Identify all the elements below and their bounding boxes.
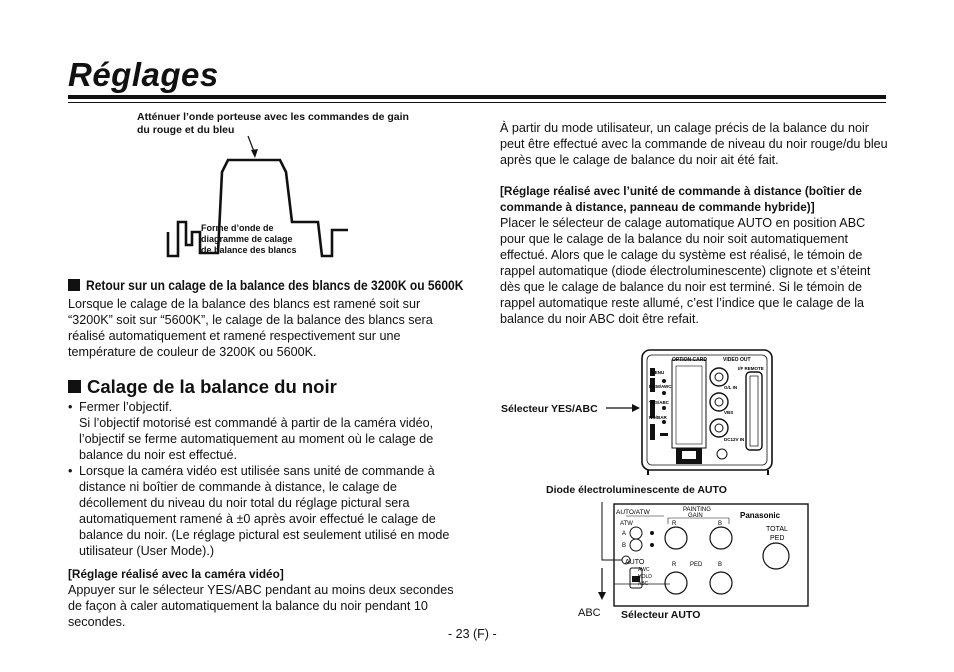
right-intro: À partir du mode utilisateur, un calage précis de la balance du noir peut être effectué avec la commande de niveau du noir rouge/du bleu après que le calage de balance du noir ait été fait. — [500, 121, 888, 167]
awc-label: AWC — [638, 567, 650, 573]
page-title: Réglages — [68, 56, 219, 93]
list-item: • Lorsque la caméra vidéo est utilisée sans unité de commande à distance ni boîtier de commande à distance, le calage de décollement du niveau du noir total du réglage pictural sera automatiquement ramené à ±0 après avoir effectué le calage de balance du noir. (Le réglage pictural est seulement utilisé en mode utilisateur (User Mode).) — [68, 463, 460, 559]
page-number: - 23 (F) - — [448, 627, 497, 641]
abc-small-label: ABC — [638, 581, 649, 587]
ped-label: PED — [690, 562, 703, 568]
painting-label: PAINTING — [683, 507, 711, 513]
vbs-label: VBS — [724, 410, 734, 415]
no-bar-label: NO/BAR — [649, 415, 667, 420]
dc-in-label: DC12V IN — [724, 437, 745, 442]
g-l-in-label: G/L IN — [724, 385, 738, 390]
wb-return-body: Lorsque le calage de la balance des blancs est ramené soit sur “3200K” soit sur “5600K”, le calage de la balance des blancs sera réalisé automatiquement et ramené respectivement sur une température de couleur de 3200K ou 5600K. — [68, 297, 433, 359]
video-out-label: VIDEO OUT — [723, 357, 751, 363]
remote-setting-body: Placer le sélecteur de calage automatique AUTO en position ABC pour que le calage de la balance du noir soit automatiquement effectué. Alors que le calage du système est réalisé, le témoin de rappel automatique (diode électroluminescente) clignote et s’éteint dès que le calage de balance du noir est terminé. Si le témoin de rappel automatique reste allumé, c’est l’indice que le calage de la balance du noir ABC doit être refait. — [500, 216, 871, 326]
square-bullet-icon — [68, 279, 80, 291]
square-bullet-icon — [68, 380, 81, 393]
r-ped-label: R — [672, 562, 677, 568]
auto-led-callout: Diode électroluminescente de AUTO — [546, 484, 727, 496]
yes-abc-label: YES/ABC — [649, 400, 670, 405]
auto-selector-callout: Sélecteur AUTO — [621, 609, 701, 621]
camera-setting-heading: [Réglage réalisé avec la caméra vidéo] — [68, 567, 284, 581]
atw-label: ATW — [620, 521, 633, 527]
b-label: B — [622, 543, 627, 549]
wb-return-heading: Retour sur un calage de la balance des blancs de 3200K ou 5600K — [68, 277, 525, 295]
total-ped-label: PED — [770, 535, 785, 542]
total-label: TOTAL — [766, 526, 788, 533]
remote-label: I/F REMOTE — [738, 366, 764, 371]
hold-label: HOLD — [638, 574, 652, 580]
option-card-label: OPTION CARD — [672, 357, 707, 363]
b-gain-label: B — [718, 521, 723, 527]
waveform-inner-label: Forme d’onde de diagramme de calage de balance des blancs — [201, 223, 297, 255]
abc-label: ABC — [578, 607, 601, 619]
control-panel — [580, 496, 810, 614]
title-rule-thick — [68, 95, 886, 99]
remote-setting-heading: [Réglage réalisé avec l’unité de commande à distance (boîtier de commande à distance, panneau de commande hybride)] — [500, 184, 862, 214]
panasonic-logo: Panasonic — [740, 511, 781, 520]
black-balance-list — [68, 399, 460, 559]
waveform-top-label: Atténuer l’onde porteuse avec les commandes de gain du rouge et du bleu — [137, 111, 409, 136]
auto-label: AUTO — [625, 559, 645, 566]
list-item: • Fermer l’objectif. Si l’objectif motorisé est commandé à partir de la caméra vidéo, l’objectif se ferme automatiquement au moment où le calage de balance du noir est effectué. — [68, 399, 460, 463]
r-gain-label: R — [672, 521, 677, 527]
title-rule-thin — [68, 102, 886, 103]
camera-rear-panel — [606, 340, 776, 475]
b-ped-label: B — [718, 562, 723, 568]
menu-label: MENU — [651, 370, 665, 375]
item-awc-label: ITEM/AWC — [649, 384, 672, 389]
gain-label: GAIN — [688, 513, 703, 519]
camera-setting-body: Appuyer sur le sélecteur YES/ABC pendant au moins deux secondes de façon à caler automatiquement la balance du noir pendant 10 secondes. — [68, 583, 454, 629]
black-balance-heading: Calage de la balance du noir — [68, 376, 337, 398]
auto-atw-label: AUTO/ATW — [616, 509, 650, 516]
a-label: A — [622, 531, 627, 537]
yes-abc-callout: Sélecteur YES/ABC — [501, 403, 598, 415]
